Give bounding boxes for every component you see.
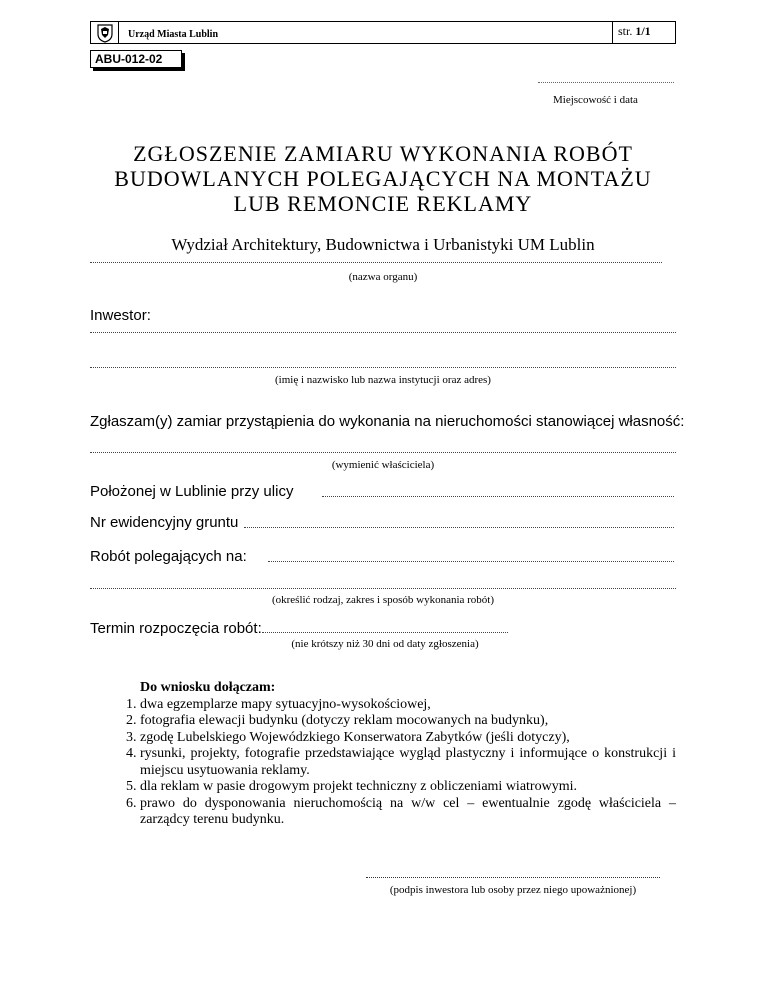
works-label: Robót polegających na: bbox=[90, 548, 247, 565]
department-caption: (nazwa organu) bbox=[348, 271, 418, 283]
start-label: Termin rozpoczęcia robót: bbox=[90, 620, 262, 637]
attachments-list bbox=[90, 697, 676, 829]
works-field-1[interactable] bbox=[268, 561, 674, 562]
list-item: 3. zgodę Lubelskiego Wojewódzkiego Konserwatora Zabytków (jeśli dotyczy), bbox=[140, 730, 676, 747]
works-caption: (określić rodzaj, zakres i sposób wykonania robót) bbox=[271, 594, 495, 606]
list-item: 5. dla reklam w pasie drogowym projekt techniczny z obliczeniami wiatrowymi. bbox=[140, 779, 676, 796]
owner-field[interactable] bbox=[90, 452, 676, 453]
plot-label: Nr ewidencyjny gruntu bbox=[90, 514, 239, 531]
street-field[interactable] bbox=[322, 496, 674, 497]
header-divider bbox=[612, 21, 613, 44]
department-line bbox=[90, 262, 662, 263]
place-date-caption: Miejscowość i data bbox=[553, 94, 638, 106]
office-name: Urząd Miasta Lublin bbox=[128, 29, 219, 40]
form-title: ZGŁOSZENIE ZAMIARU WYKONANIA ROBÓT BUDOWLANYCH POLEGAJĄCYCH NA MONTAŻU LUB REMONCIE REKLAMY bbox=[114, 141, 652, 216]
investor-caption: (imię i nazwisko lub nazwa instytucji oraz adres) bbox=[275, 374, 491, 386]
city-crest-icon bbox=[96, 23, 114, 43]
page-number: str. 1/1 bbox=[618, 24, 651, 38]
list-item: 4. rysunki, projekty, fotografie przedstawiające wygląd plastyczny i informujące o konstrukcji i miejscu usytuowania reklamy. bbox=[140, 746, 676, 779]
attachments-section bbox=[90, 680, 676, 829]
list-item: 2. fotografia elewacji budynku (dotyczy reklam mocowanych na budynku), bbox=[140, 713, 676, 730]
attachments-heading: Do wniosku dołączam: bbox=[140, 680, 276, 695]
form-code: ABU-012-02 bbox=[90, 50, 182, 68]
start-caption: (nie krótszy niż 30 dni od daty zgłoszenia) bbox=[291, 638, 479, 650]
investor-label: Inwestor: bbox=[90, 307, 151, 324]
signature-caption: (podpis inwestora lub osoby przez niego upoważnionej) bbox=[389, 884, 637, 896]
works-field-2[interactable] bbox=[90, 588, 676, 589]
start-field[interactable] bbox=[262, 632, 508, 633]
department-name: Wydział Architektury, Budownictwa i Urbanistyki UM Lublin bbox=[171, 235, 595, 254]
list-item: 1. dwa egzemplarze mapy sytuacyjno-wysokościowej, bbox=[140, 697, 676, 714]
place-date-field[interactable] bbox=[538, 82, 674, 83]
investor-field-2[interactable] bbox=[90, 367, 676, 368]
street-label: Położonej w Lublinie przy ulicy bbox=[90, 483, 294, 500]
header-divider bbox=[118, 21, 119, 44]
plot-field[interactable] bbox=[244, 527, 674, 528]
owner-caption: (wymienić właściciela) bbox=[331, 459, 435, 471]
declaration-text: Zgłaszam(y) zamiar przystąpienia do wykonania na nieruchomości stanowiącej własność: bbox=[90, 413, 685, 430]
list-item: 6. prawo do dysponowania nieruchomością na w/w cel – ewentualnie zgodę właściciela – zarządcy terenu budynku. bbox=[140, 796, 676, 829]
signature-field[interactable] bbox=[366, 877, 660, 878]
investor-field-1[interactable] bbox=[90, 332, 676, 333]
